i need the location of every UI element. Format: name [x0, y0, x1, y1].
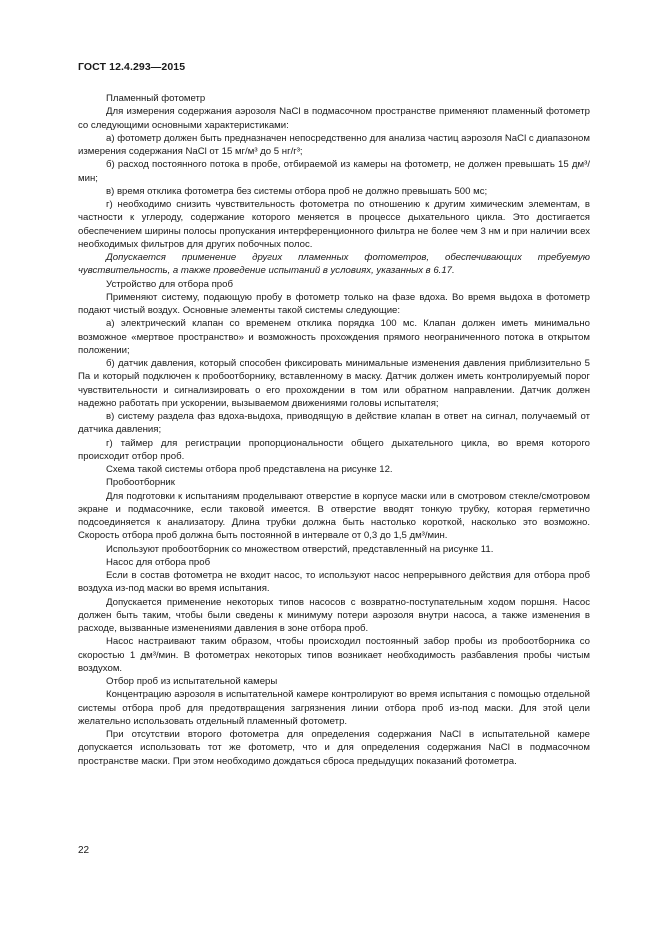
document-body — [78, 92, 590, 768]
paragraph: Допускается применение других пламенных фотометров, обеспечивающих требуемую чувствительность, а также проведение испытаний в условиях, указанных в 6.17. — [78, 252, 590, 277]
paragraph: б) датчик давления, который способен фиксировать минимальные изменения давления приблизительно 5 Па и который подключен к пробоотборнику, вставленному в маску. Датчик должен иметь контролируемый порог чувствительности и сигнализировать о его прохождении в том или обратном направлении. Датчик должен надежно работать при ускорении, вызываемом движениями головы испытателя; — [78, 358, 590, 409]
paragraph: Если в состав фотометра не входит насос, то используют насос непрерывного действия для отбора проб воздуха из-под маски во время испытания. — [78, 570, 590, 595]
paragraph: Насос для отбора проб — [106, 556, 211, 568]
paragraph: Устройство для отбора проб — [106, 278, 233, 290]
paragraph: Допускается применение некоторых типов насосов с возвратно-поступательным ходом поршня. Насос должен быть таким, чтобы были сведены к минимуму потери аэрозоля внутри насоса, а также изменения в расходе, вызванные изменениями давления в зоне отбора проб. — [78, 596, 590, 634]
paragraph: г) таймер для регистрации пропорциональности общего дыхательного цикла, во время которого происходит отбор проб. — [78, 437, 590, 462]
paragraph: Пробоотборник — [106, 477, 175, 489]
paragraph: При отсутствии второго фотометра для определения содержания NaCl в испытательной камере допускается использовать тот же фотометр, что и для определения содержания NaCl в подмасочном пространстве маски. При этом необходимо дождаться сброса предыдущих показаний фотометра. — [78, 729, 590, 767]
paragraph: Схема такой системы отбора проб представлена на рисунке 12. — [106, 464, 393, 475]
paragraph: в) время отклика фотометра без системы отбора проб не должно превышать 500 мс; — [106, 185, 488, 197]
paragraph: г) необходимо снизить чувствительность фотометра по отношению к другим химическим элементам, в частности к углероду, содержание которого меняется в процессе дыхательного цикла. Это достигается обеспечением ширины полосы пропускания интерференционного фильтра не более чем 3 нм и при наличии всех необходимых фильтров для других побочных полос. — [78, 199, 590, 250]
paragraph: Пламенный фотометр — [106, 93, 206, 104]
paragraph: в) систему раздела фаз вдоха-выдоха, приводящую в действие клапан в ответ на сигнал, получаемый от датчика давления; — [78, 411, 590, 436]
document-header: ГОСТ 12.4.293—2015 — [78, 61, 186, 73]
paragraph: Используют пробоотборник со множеством отверстий, представленный на рисунке 11. — [106, 543, 494, 555]
paragraph: б) расход постоянного потока в пробе, отбираемой из камеры на фотометр, не должен превышать 15 дм³/мин; — [78, 159, 590, 184]
paragraph: Для измерения содержания аэрозоля NaCl в подмасочном пространстве применяют пламенный фотометр со следующими основными характеристиками: — [78, 106, 590, 131]
paragraph: Концентрацию аэрозоля в испытательной камере контролируют во время испытания с помощью отдельной системы отбора проб для предотвращения загрязнения линии отбора проб из-под маски. Для этой цели желательно использовать отдельный пламенный фотометр. — [78, 689, 590, 727]
paragraph: Применяют систему, подающую пробу в фотометр только на фазе вдоха. Во время выдоха в фотометр подают чистый воздух. Основные элементы такой системы следующие: — [78, 291, 590, 316]
paragraph: Отбор проб из испытательной камеры — [106, 676, 278, 687]
paragraph: а) электрический клапан со временем отклика порядка 100 мс. Клапан должен иметь минимально возможное «мертвое пространство» и возможность прохождения прямого неограниченного потока в открытом положении; — [78, 318, 590, 356]
paragraph: а) фотометр должен быть предназначен непосредственно для анализа частиц аэрозоля NaCl с диапазоном измерения содержания NaCl от 15 мг/м³ до 5 нг/г³; — [78, 132, 590, 157]
paragraph: Для подготовки к испытаниям проделывают отверстие в корпусе маски или в смотровом стекле/смотровом экране и подмасочнике, если таковой имеется. В отверстие вводят тонкую трубку, которая герметично подсоединяется к анализатору. Длина трубки должна быть настолько короткой, насколько это возможно. Скорость отбора проб должна быть постоянной в интервале от 0,3 до 1,5 дм³/мин. — [78, 490, 590, 542]
page-number: 22 — [78, 845, 90, 856]
paragraph: Насос настраивают таким образом, чтобы происходил постоянный забор пробы из пробоотборника со скоростью 1 дм³/мин. В фотометрах некоторых типов возникает необходимость разбавления пробы чистым воздухом. — [78, 636, 590, 674]
